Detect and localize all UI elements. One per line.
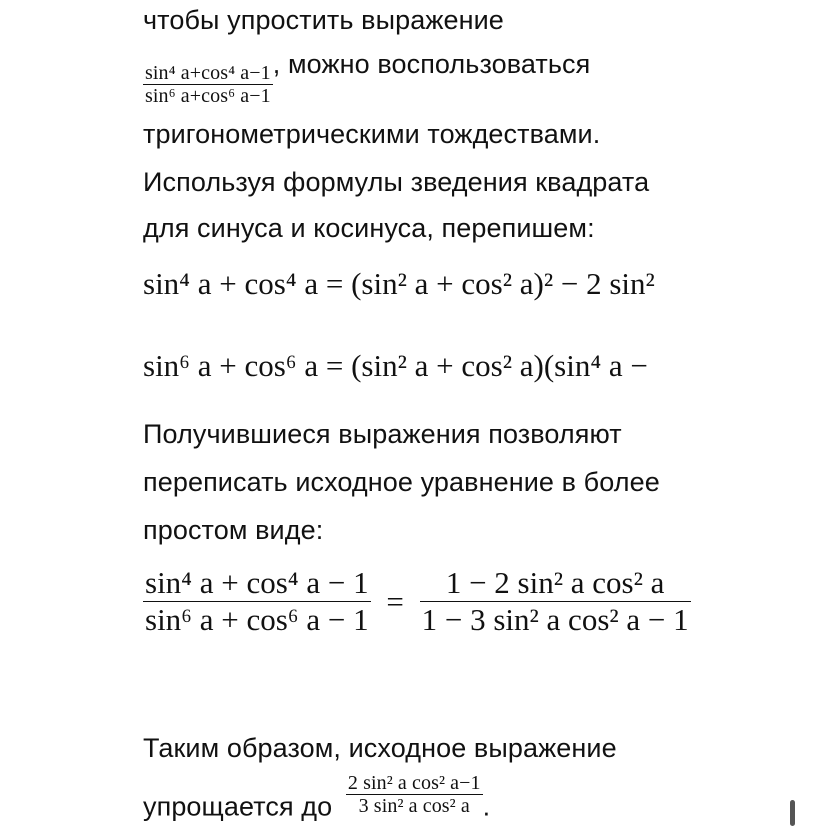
line-2-text: , можно воспользоваться: [272, 49, 591, 79]
line-9: Таким образом, исходное выражение: [143, 733, 617, 763]
right-numerator: 1 − 2 sin² a cos² a: [445, 565, 665, 600]
line-6: Получившиеся выражения позволяют: [143, 419, 622, 449]
result-fraction: [346, 772, 483, 817]
left-fraction: [143, 565, 371, 638]
line-4: Используя формулы зведения квадрата: [143, 167, 650, 197]
line-5: для синуса и косинуса, перепишем:: [143, 213, 595, 243]
line-10-text: упрощается до: [143, 791, 333, 822]
line-10: [143, 772, 490, 826]
line-1: чтобы упростить выражение: [143, 5, 504, 35]
line-3: тригонометрическими тождествами.: [143, 119, 601, 149]
left-denominator: sin⁶ a + cos⁶ a − 1: [145, 602, 369, 637]
left-numerator: sin⁴ a + cos⁴ a − 1: [145, 565, 369, 600]
result-denominator: 3 sin² a cos² a: [358, 795, 470, 817]
equals-sign: =: [386, 583, 404, 619]
right-fraction: [420, 565, 691, 638]
line-7: переписать исходное уравнение в более: [143, 467, 660, 497]
equation-3: [143, 565, 691, 638]
line-8: простом виде:: [143, 515, 324, 545]
result-numerator: 2 sin² a cos² a−1: [347, 772, 481, 794]
inline-fraction: [143, 62, 273, 107]
equation-2: sin⁶ a + cos⁶ a = (sin² a + cos² a)(sin⁴ a −: [143, 348, 648, 383]
scrollbar-thumb[interactable]: [790, 800, 795, 826]
fraction-denominator: sin⁶ a+cos⁶ a−1: [145, 85, 271, 107]
equation-1: sin⁴ a + cos⁴ a = (sin² a + cos² a)² − 2 sin²: [143, 266, 655, 301]
line-2: [143, 48, 591, 107]
fraction-numerator: sin⁴ a+cos⁴ a−1: [145, 62, 271, 84]
right-denominator: 1 − 3 sin² a cos² a − 1: [421, 602, 689, 637]
line-10-period: .: [482, 791, 491, 822]
